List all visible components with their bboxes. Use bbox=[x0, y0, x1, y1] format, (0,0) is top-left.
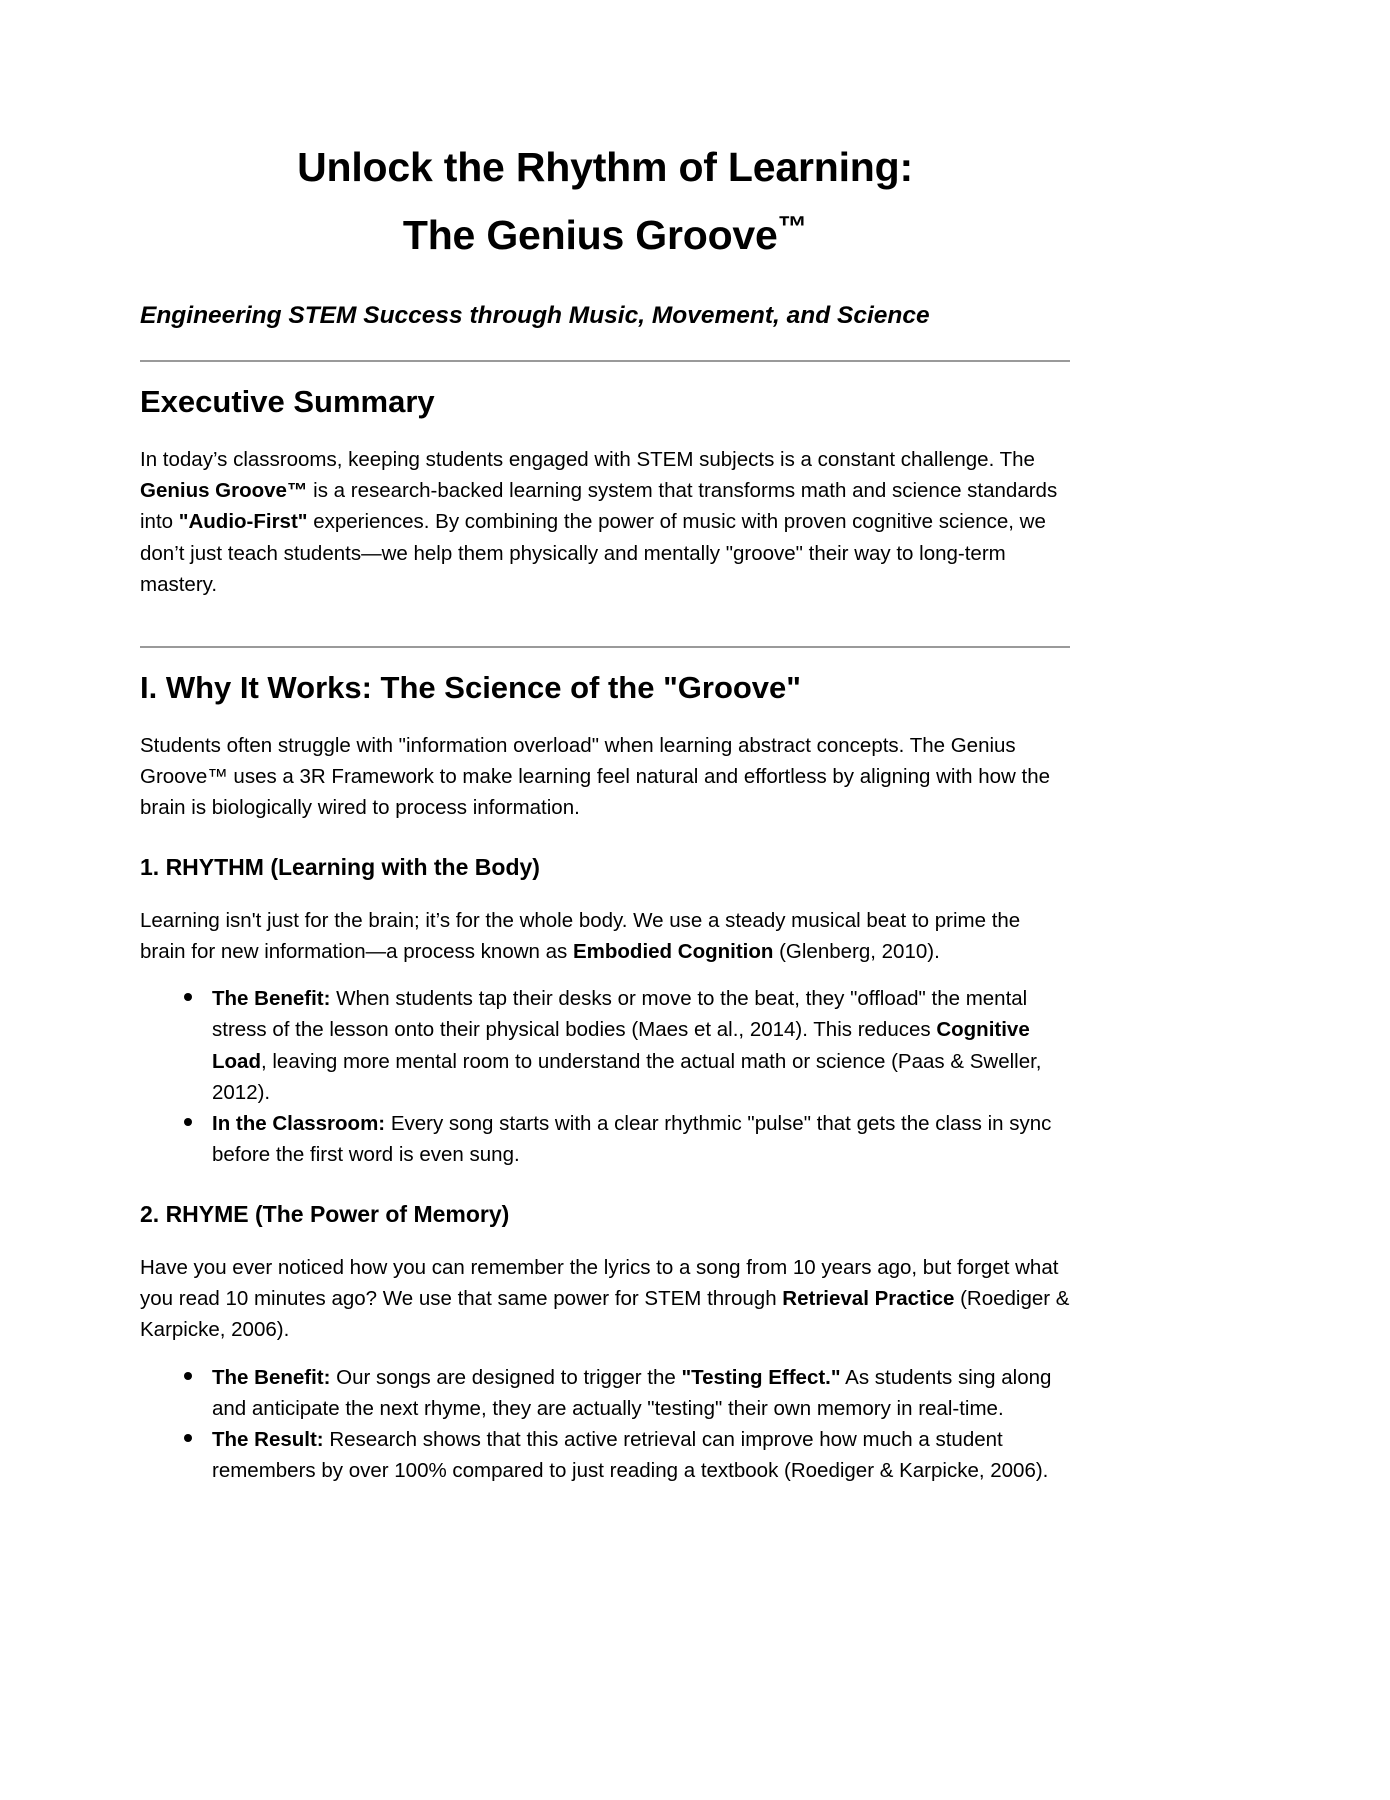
rhythm-bold-embodied-cognition: Embodied Cognition bbox=[572, 940, 774, 964]
bullet-dot-icon bbox=[184, 993, 192, 1001]
bullet-list-rhythm bbox=[140, 967, 1070, 1170]
bullet-dot-icon bbox=[184, 1118, 192, 1126]
rhyme-bold-retrieval-practice: Retrieval Practice bbox=[782, 1287, 955, 1311]
heading-rhyme: 2. RHYME (The Power of Memory) bbox=[140, 1201, 510, 1228]
bullet-bold-cognitive-load: Cognitive Load bbox=[212, 1018, 1030, 1073]
exec-bold-genius-groove: Genius Groove™ bbox=[140, 479, 308, 503]
document-title bbox=[140, 0, 1070, 264]
document-subtitle: Engineering STEM Success through Music, Movement, and Science bbox=[140, 302, 930, 330]
bullet-bold-testing-effect: "Testing Effect." bbox=[681, 1365, 841, 1389]
paragraph-rhythm bbox=[140, 883, 1070, 967]
title-line-2-main: The Genius Groove bbox=[402, 212, 778, 259]
document-content bbox=[140, 0, 1070, 1486]
bullet-lead-label: The Result: bbox=[212, 1427, 324, 1451]
exec-part-3: experiences. By combining the power of music with proven cognitive science, we don’t just teach students—we help them physically and mentally "groove" their way to long-term mastery. bbox=[140, 510, 1046, 596]
bullet-dot-icon bbox=[184, 1372, 192, 1380]
bullet-text-b: , leaving more mental room to understand the actual math or science (Paas & Sweller, 2012). bbox=[212, 1049, 1042, 1104]
heading-executive-summary: Executive Summary bbox=[140, 384, 435, 420]
bullet-text-a: Every song starts with a clear rhythmic "pulse" that gets the class in sync before the first word is even sung. bbox=[212, 1111, 1052, 1167]
paragraph-executive-summary bbox=[140, 422, 1070, 600]
bullet-text-a: Our songs are designed to trigger the bbox=[330, 1365, 682, 1389]
bullet-lead-label: The Benefit: bbox=[212, 987, 331, 1011]
bullet-text-a: Research shows that this active retrieval can improve how much a student remembers by over 100% compared to just reading a textbook (Roediger & Karpicke, 2006). bbox=[212, 1427, 1049, 1482]
heading-rhythm: 1. RHYTHM (Learning with the Body) bbox=[140, 854, 540, 881]
bullet-text-b: As students sing along and anticipate the next rhyme, they are actually "testing" their own memory in real-time. bbox=[212, 1365, 1052, 1420]
paragraph-section-one-intro: Students often struggle with "information overload" when learning abstract concepts. The Genius Groove™ uses a 3R Framework to make learning feel natural and effortless by aligning with how the brain is biologically wired to process information. bbox=[140, 733, 1051, 819]
rhyme-part-2: (Roediger & Karpicke, 2006). bbox=[140, 1287, 1070, 1342]
bullet-lead-label: In the Classroom: bbox=[212, 1111, 386, 1135]
bullet-lead-label: The Benefit: bbox=[212, 1365, 331, 1389]
bullet-list-rhyme bbox=[140, 1346, 1070, 1487]
trademark-symbol: ™ bbox=[777, 210, 808, 244]
list-item bbox=[140, 1424, 1070, 1486]
exec-bold-audio-first: "Audio-First" bbox=[178, 510, 308, 534]
list-item bbox=[140, 1362, 1070, 1424]
title-line-2 bbox=[140, 206, 1070, 264]
bullet-text-a: When students tap their desks or move to the beat, they "offload" the mental stress of the lesson onto their physical bodies (Maes et al., 2014). This reduces bbox=[212, 987, 1028, 1042]
rhythm-part-1: Learning isn't just for the brain; it’s for the whole body. We use a steady musical beat to prime the brain for new information—a process known as bbox=[140, 908, 1021, 964]
title-line-1: Unlock the Rhythm of Learning: bbox=[297, 144, 913, 190]
paragraph-rhyme bbox=[140, 1230, 1070, 1345]
bullet-dot-icon bbox=[184, 1434, 192, 1442]
rhythm-part-2: (Glenberg, 2010). bbox=[773, 940, 940, 964]
list-item bbox=[140, 983, 1070, 1108]
exec-part-2: is a research-backed learning system that transforms math and science standards into bbox=[140, 479, 1058, 534]
rhyme-part-1: Have you ever noticed how you can remember the lyrics to a song from 10 years ago, but forget what you read 10 minutes ago? We use that same power for STEM through bbox=[140, 1256, 1059, 1311]
list-item bbox=[140, 1108, 1070, 1170]
heading-section-one: I. Why It Works: The Science of the "Groove" bbox=[140, 669, 801, 705]
exec-part-1: In today’s classrooms, keeping students engaged with STEM subjects is a constant challenge. The bbox=[140, 448, 1035, 472]
